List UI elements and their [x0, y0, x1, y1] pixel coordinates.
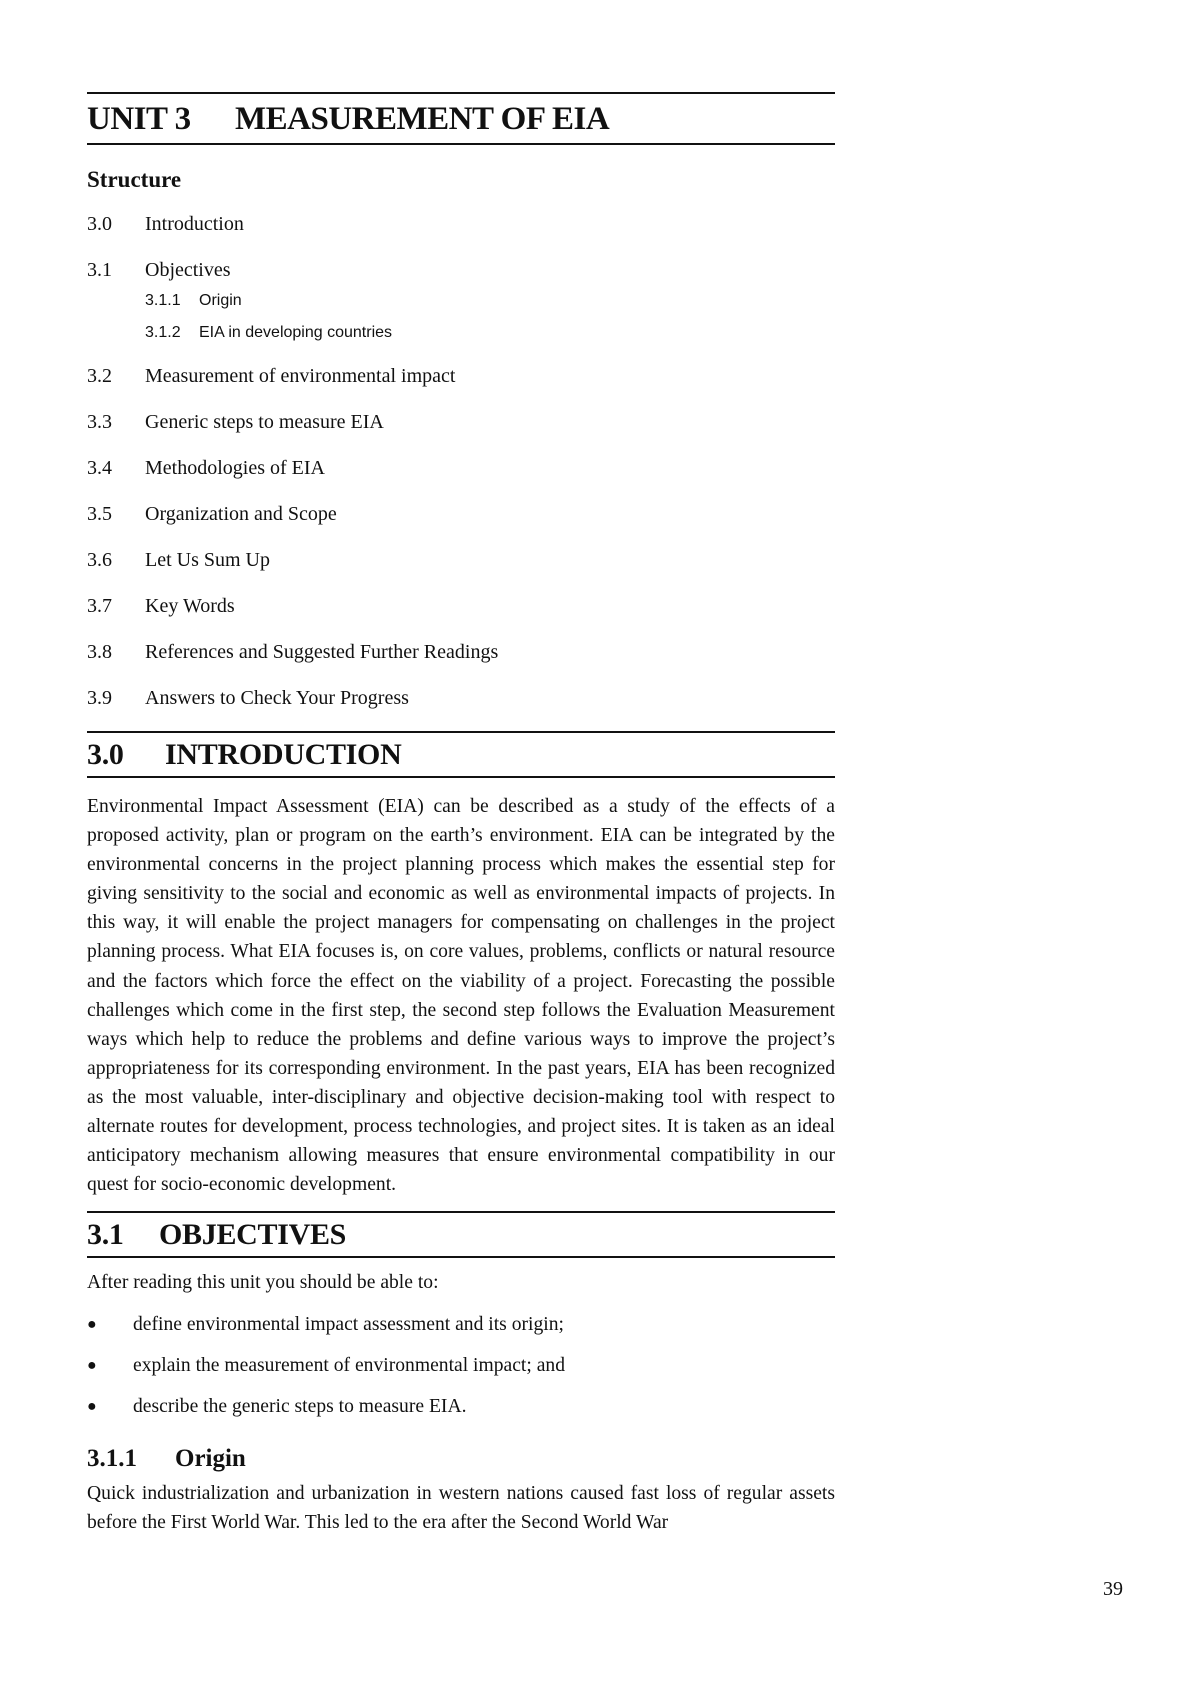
- section-title: OBJECTIVES: [159, 1218, 347, 1252]
- toc-label: Introduction: [145, 213, 244, 235]
- unit-name: MEASUREMENT OF EIA: [235, 101, 610, 137]
- introduction-heading: [87, 733, 835, 776]
- table-of-contents: [87, 201, 835, 721]
- toc-label: Let Us Sum Up: [145, 549, 270, 571]
- toc-label: Methodologies of EIA: [145, 457, 325, 479]
- section-title: INTRODUCTION: [165, 738, 402, 771]
- toc-number: 3.1.2: [145, 324, 181, 341]
- toc-label: Organization and Scope: [145, 503, 337, 525]
- objectives-lead: After reading this unit you should be able to:: [87, 1272, 439, 1294]
- origin-heading: [87, 1445, 835, 1473]
- page-number: 39: [1103, 1578, 1123, 1600]
- subsection-title: Origin: [175, 1445, 246, 1473]
- toc-item: [87, 445, 835, 491]
- toc-label: References and Suggested Further Readings: [145, 641, 499, 663]
- toc-number: 3.6: [87, 549, 112, 571]
- list-item-text: define environmental impact assessment and its origin;: [133, 1314, 564, 1336]
- introduction-paragraph: Environmental Impact Assessment (EIA) can be described as a study of the effects of a proposed activity, plan or program on the earth’s environment. EIA can be integrated by the environmental concerns in the project planning process which makes the essential step for giving sensitivity to the social and economic as well as environmental impacts of projects. In this way, it will enable the project managers for compensating on challenges in the project planning process. What EIA focuses is, on core values, problems, conflicts or natural resource and the factors which force the effect on the viability of a project. Forecasting the possible challenges which come in the first step, the second step follows the Evaluation Measurement ways which help to reduce the problems and define various ways to improve the project’s appropriateness for its corresponding environment. In the past years, EIA has been recognized as the most valuable, inter-disciplinary and objective decision-making tool with respect to alternate routes for development, process technologies, and project sites. It is taken as an ideal anticipatory mechanism allowing measures that ensure environmental compatibility in our quest for socio-economic development.: [87, 796, 835, 1196]
- toc-item: [87, 399, 835, 445]
- unit-title: [87, 94, 835, 143]
- bullet-icon: ●: [87, 1357, 97, 1375]
- structure-heading: Structure: [87, 167, 182, 192]
- toc-item: [87, 675, 835, 721]
- toc-subitem: [145, 285, 835, 317]
- section-number: 3.1: [87, 1218, 124, 1252]
- toc-number: 3.2: [87, 365, 112, 387]
- toc-number: 3.4: [87, 457, 112, 479]
- list-item: [87, 1345, 835, 1386]
- toc-number: 3.0: [87, 213, 112, 235]
- origin-paragraph: Quick industrialization and urbanization in western nations caused fast loss of regular assets before the First World War. This led to the era after the Second World War: [87, 1483, 835, 1534]
- unit-number: UNIT 3: [87, 101, 191, 137]
- section-number: 3.0: [87, 738, 124, 771]
- list-item: [87, 1304, 835, 1345]
- section-rule: [87, 776, 835, 778]
- toc-subitem: [145, 317, 835, 349]
- toc-label: Key Words: [145, 595, 235, 617]
- toc-label: Generic steps to measure EIA: [145, 411, 384, 433]
- objectives-heading: [87, 1213, 835, 1256]
- list-item-text: describe the generic steps to measure EIA.: [133, 1396, 467, 1418]
- subsection-number: 3.1.1: [87, 1445, 137, 1473]
- toc-item: [87, 201, 835, 247]
- bullet-icon: ●: [87, 1398, 97, 1416]
- toc-number: 3.1.1: [145, 292, 181, 309]
- toc-item: [87, 353, 835, 399]
- bullet-icon: ●: [87, 1316, 97, 1334]
- toc-item: [87, 583, 835, 629]
- toc-label: Answers to Check Your Progress: [145, 687, 409, 709]
- title-rule: [87, 143, 835, 145]
- toc-number: 3.8: [87, 641, 112, 663]
- toc-number: 3.9: [87, 687, 112, 709]
- toc-label: Origin: [199, 292, 242, 309]
- document-page: [87, 92, 835, 1538]
- toc-number: 3.5: [87, 503, 112, 525]
- toc-number: 3.7: [87, 595, 112, 617]
- toc-label: EIA in developing countries: [199, 324, 393, 341]
- toc-item: [87, 537, 835, 583]
- toc-number: 3.3: [87, 411, 112, 433]
- toc-number: 3.1: [87, 259, 112, 281]
- toc-label: Objectives: [145, 259, 231, 281]
- toc-item: [87, 491, 835, 537]
- list-item-text: explain the measurement of environmental impact; and: [133, 1355, 566, 1377]
- toc-item: [87, 629, 835, 675]
- list-item: [87, 1386, 835, 1427]
- section-rule: [87, 1256, 835, 1258]
- toc-label: Measurement of environmental impact: [145, 365, 456, 387]
